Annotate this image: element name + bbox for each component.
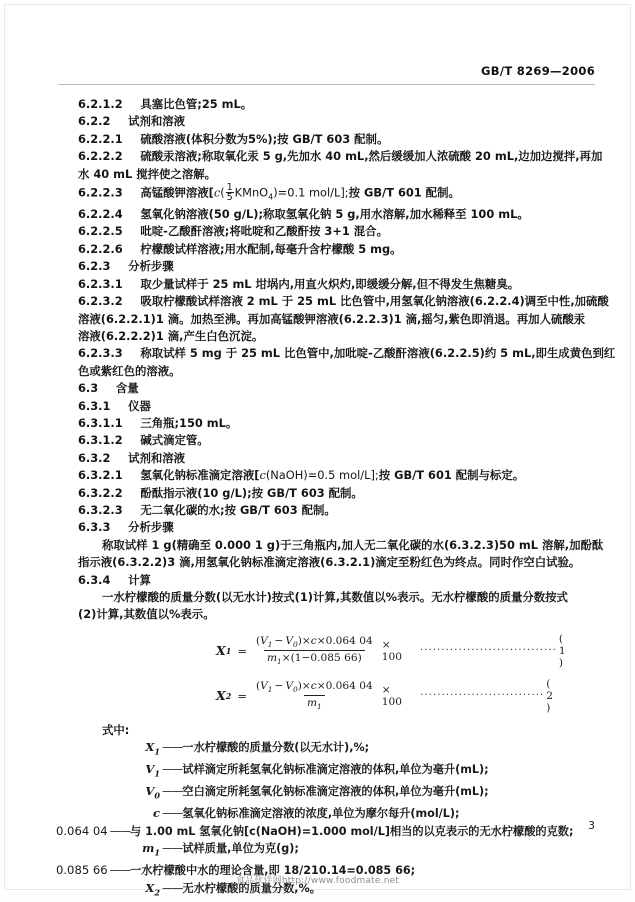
clause-number: 6.3.2: [78, 450, 111, 465]
clause-text: 计算: [128, 572, 151, 587]
clause-text: 试剂和溶液: [128, 114, 186, 129]
clause-6-2-3-2: [78, 293, 609, 310]
definition-subscript: 1: [154, 847, 160, 858]
paren-close: ): [273, 185, 278, 200]
clause-6-2-2-5: [78, 223, 560, 240]
clause-text: 仪器: [128, 398, 151, 413]
definition-subscript: 1: [154, 768, 160, 779]
page-number: 3: [588, 819, 595, 832]
definition-c: [102, 805, 560, 823]
fraction-denominator: 5: [226, 192, 233, 204]
clause-number: 6.3.4: [78, 572, 111, 587]
formula-1-tail: × 100: [381, 638, 402, 663]
variable-c: c: [259, 468, 266, 483]
definition-text: 与 1.00 mL 氢氧化钠[c(NaOH)=1.000 mol/L]相当的以克表示的无水柠檬酸的克数;: [130, 824, 574, 838]
document-body: [56, 96, 616, 902]
header-rule: [58, 84, 595, 85]
clause-text: 柠檬酸试样溶液;用水配制,每毫升含柠檬酸 5 mg。: [140, 241, 402, 256]
paragraph-text: 一水柠檬酸的质量分数(以无水计)按式(1)计算,其数值以%表示。无水柠檬酸的质量分数按式: [102, 590, 568, 604]
clause-6-3-1-1: [78, 415, 560, 432]
clause-6-2-2-4: [78, 206, 560, 223]
clause-number: 6.2.3.3: [78, 346, 123, 361]
definition-dash: ——: [109, 824, 131, 838]
clause-number: 6.2.3: [78, 259, 111, 274]
clause-number: 6.3: [78, 381, 99, 396]
clause-number: 6.3.1.1: [78, 415, 123, 430]
fraction-one-fifth: [226, 183, 234, 203]
formula-2: X 2 = $\frac{(V_1 - V_0)\times c\times 0.064 04}{m_1}$ × 100 ····························· ( 2 ): [78, 678, 560, 714]
clause-6-3-1: [78, 398, 560, 415]
definition-dash: ——: [162, 741, 183, 755]
clause-number: 6.2.3.2: [78, 294, 123, 309]
clause-number: 6.3.1: [78, 398, 111, 413]
clause-6-2-2-2-cont: [78, 166, 560, 183]
variable-c: c: [213, 185, 221, 200]
definition-subscript: 2: [154, 886, 160, 897]
clause-text: 含量: [115, 381, 139, 396]
definition-symbol: 0.064 04: [56, 823, 108, 838]
formula-1-fraction: [253, 635, 376, 666]
clause-number: 6.2.2.4: [78, 207, 123, 222]
clause-text-suffix: 按 GB/T 601 配制与标定。: [378, 468, 525, 483]
clause-text: 三角瓶;150 mL。: [140, 415, 238, 430]
page-header: [0, 64, 595, 78]
definition-symbol: c: [152, 805, 160, 820]
clause-6-2-3-3: [78, 345, 616, 362]
clause-6-3-3-paragraph-cont: [78, 554, 581, 571]
clause-text: 吡啶-乙酸酐溶液;将吡啶和乙酸酐按 3+1 混合。: [140, 224, 388, 239]
watermark: 食品伙伴网http://www.foodmate.net: [235, 876, 400, 886]
formula-2-lhs: X: [216, 688, 226, 704]
clause-text: 吸取柠檬酸试样溶液 2 mL 于 25 mL 比色管中,用氢氧化钠溶液(6.2.2.4)调至中性,加硫酸: [140, 294, 609, 309]
clause-6-2-2: [78, 113, 560, 130]
clause-6-3-4-paragraph-cont: [78, 606, 560, 623]
clause-6-2-2-2: [78, 148, 603, 165]
definition-text: 试样滴定所耗氢氧化钠标准滴定溶液的体积,单位为毫升(mL);: [182, 763, 489, 777]
clause-6-3-2-1: [78, 467, 560, 484]
clause-text: 碱式滴定管。: [140, 433, 209, 448]
clause-text: 硫酸溶液(体积分数为5%);按 GB/T 603 配制。: [140, 131, 389, 146]
standard-code: GB/T 8269—2006: [481, 64, 595, 78]
clause-text: 取少量试样于 25 mL 坩埚内,用直火炽灼,即缓缓分解,但不得发生焦糖臭。: [140, 276, 520, 291]
formula-1-denominator: $m_1\times(1-0.085$ 66): [264, 650, 365, 666]
definition-dash: ——: [162, 806, 183, 820]
definition-subscript: 0: [154, 790, 160, 801]
clause-6-2-2-3: [78, 183, 560, 206]
formula-1-lhs-subscript: 1: [225, 645, 232, 656]
clause-text: 氢氧化钠溶液(50 g/L);称取氢氧化钠 5 g,用水溶解,加水稀释至 100 mL。: [140, 207, 529, 222]
clause-number: 6.3.1.2: [78, 433, 123, 448]
clause-6-3: [78, 380, 560, 397]
clause-number: 6.2.3.1: [78, 276, 123, 291]
definition-text: 氢氧化钠标准滴定溶液的浓度,单位为摩尔每升(mol/L);: [182, 806, 460, 820]
where-label: 式中:: [102, 722, 130, 737]
clause-text: 分析步骤: [128, 520, 174, 535]
clause-text: 分析步骤: [128, 259, 174, 274]
definition-symbol: V: [145, 784, 155, 799]
formula-1-numerator: $(V_1 - V_0)\times c\times 0.064$ 04: [255, 635, 373, 650]
formula-2-lhs-subscript: 2: [225, 690, 232, 701]
definition-symbol: m: [142, 841, 155, 856]
definition-symbol: V: [145, 762, 155, 777]
clause-text-prefix: 高锰酸钾溶液[: [140, 185, 214, 200]
clause-text: 硫酸汞溶液;称取氧化汞 5 g,先加水 40 mL,然后缓缓加人浓硫酸 20 mL,边加边搅拌,再加: [140, 149, 603, 164]
definition-constant-064: [56, 823, 574, 841]
formula-1: X 1 = $\frac{(V_1 - V_0)\times c\times 0.064 04}{m_1\times(1-0.085 66)}$ × 100 ································ ( 1 ): [216, 632, 566, 669]
paren-open: (: [220, 185, 225, 200]
formula-2-number: ( 2 ): [546, 677, 554, 714]
clause-6-2-3-1: [78, 276, 560, 293]
concentration-value: =0.1 mol/L];: [277, 185, 349, 200]
clause-6-3-1-2: [78, 432, 560, 449]
clause-6-3-2-2: [78, 485, 560, 502]
clause-6-2-1-2: [78, 96, 560, 113]
clause-text-continued: 溶液(6.2.2.1)1 滴。加热至沸。再加高锰酸钾溶液(6.2.2.3)1 滴,摇匀,紫色即消退。再加人硫酸汞: [78, 311, 586, 326]
formula-subscript: 4: [268, 192, 274, 202]
definition-subscript: 1: [154, 746, 160, 757]
definition-v0: [102, 783, 560, 805]
definition-text: 一水柠檬酸中水的理论含量,即 18/210.14=0.085 66;: [130, 864, 416, 878]
clause-number: 6.2.1.2: [78, 97, 123, 111]
formula-kmno4: KMnO: [234, 185, 269, 200]
clause-number: 6.2.2.3: [78, 185, 123, 200]
clause-text: 酚酞指示液(10 g/L);按 GB/T 603 配制。: [140, 485, 363, 500]
definition-symbol: X: [145, 880, 155, 895]
definition-dash: ——: [162, 785, 183, 799]
formula-2-fraction: [253, 680, 376, 711]
paragraph-text-continued: 指示液(6.3.2.2)3 滴,用氢氧化钠标准滴定溶液(6.3.2.1)滴定至粉红色为终点。同时作空白试验。: [78, 555, 581, 570]
clause-text-continued: 溶液(6.2.2.2)1 滴,产生白色沉淀。: [78, 328, 264, 343]
definition-dash: ——: [162, 881, 183, 895]
clause-number: 6.2.2.1: [78, 131, 123, 146]
formula-2-tail: × 100: [381, 683, 402, 708]
definition-x1: [102, 739, 560, 761]
definition-text: 试样质量,单位为克(g);: [182, 842, 299, 856]
clause-6-3-2-3: [78, 502, 560, 519]
clause-6-2-2-1: [78, 131, 560, 148]
clause-text: 具塞比色管;25 mL。: [140, 97, 253, 111]
clause-number: 6.2.2.6: [78, 241, 123, 256]
definition-text: 空白滴定所耗氢氧化钠标准滴定溶液的体积,单位为毫升(mL);: [182, 785, 489, 799]
clause-6-3-2: [78, 450, 560, 467]
clause-number: 6.2.2.2: [78, 149, 123, 164]
paragraph-text-continued: (2)计算,其数值以%表示。: [78, 607, 215, 622]
clause-number: 6.3.2.3: [78, 502, 123, 517]
definition-v1: [102, 761, 560, 783]
clause-6-3-4-paragraph: [78, 589, 568, 606]
definition-dash: ——: [162, 842, 183, 856]
clause-6-2-3-2-cont1: [78, 311, 586, 328]
clause-text-continued: 色或紫红色的溶液。: [78, 363, 181, 378]
naoh-concentration: (NaOH)=0.5 mol/L];: [265, 468, 379, 483]
clause-text: 无二氧化碳的水;按 GB/T 603 配制。: [140, 502, 336, 517]
clause-number: 6.3.2.1: [78, 468, 123, 483]
formula-2-numerator: $(V_1 - V_0)\times c\times 0.064$ 04: [255, 680, 373, 695]
clause-6-2-3-2-cont2: [78, 328, 560, 345]
clause-6-2-2-6: [78, 241, 560, 258]
definition-m1: [102, 840, 560, 862]
clause-6-2-3-3-cont: [78, 363, 560, 380]
clause-text-continued: 水 40 mL 搅拌使之溶解。: [78, 166, 217, 181]
clause-text-prefix: 氢氧化钠标准滴定溶液[: [140, 468, 260, 483]
paragraph-text: 称取试样 1 g(精确至 0.000 1 g)于三角瓶内,加人无二氧化碳的水(6.3.2.3)50 mL 溶解,加酚酞: [102, 537, 604, 552]
clause-text: 称取试样 5 mg 于 25 mL 比色管中,加吡啶-乙酸酐溶液(6.2.2.5)约 5 mL,即生成黄色到红: [140, 346, 616, 361]
definition-symbol: 0.085 66: [56, 863, 108, 878]
definition-symbol: X: [145, 740, 155, 755]
formula-1-lhs: X: [216, 643, 226, 659]
definition-dash: ——: [162, 763, 183, 777]
clause-text: 试剂和溶液: [128, 450, 186, 465]
clause-number: 6.3.2.2: [78, 485, 123, 500]
clause-6-3-3: [78, 519, 560, 536]
definition-text: 无水柠檬酸的质量分数,%。: [182, 881, 321, 895]
fraction-numerator: 1: [226, 182, 233, 194]
formula-1-number: ( 1 ): [558, 632, 566, 669]
definition-text: 一水柠檬酸的质量分数(以无水计),%;: [182, 741, 370, 755]
formula-1-leader: ································: [419, 645, 557, 657]
clause-number: 6.2.2: [78, 114, 111, 129]
clause-text-suffix: 按 GB/T 601 配制。: [348, 185, 460, 200]
clause-6-3-4: [78, 572, 560, 589]
clause-number: 6.3.3: [78, 520, 111, 535]
formula-2-leader: ·····························: [420, 690, 545, 702]
clause-6-3-3-paragraph: [78, 537, 604, 554]
definition-dash: ——: [109, 864, 131, 878]
clause-number: 6.2.2.5: [78, 224, 123, 239]
clause-6-2-3: [78, 258, 560, 275]
formula-2-denominator: $m_1$: [304, 695, 325, 711]
